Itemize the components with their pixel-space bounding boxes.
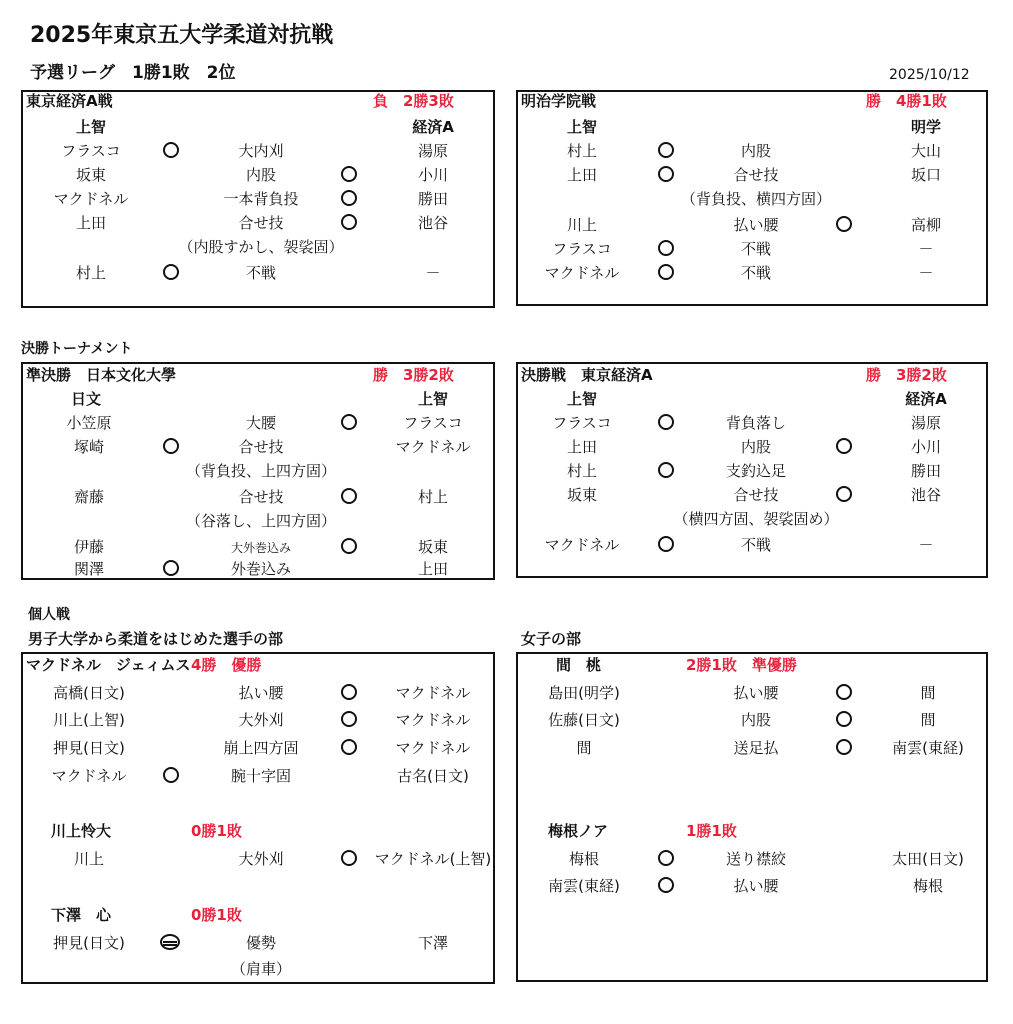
left-player: マクドネル — [53, 190, 129, 208]
right-player: 高柳 — [910, 216, 942, 234]
left-player: マクドネル — [544, 264, 620, 282]
win-circle — [341, 190, 357, 206]
right-player: 下澤 — [417, 934, 449, 952]
win-circle — [341, 166, 357, 182]
technique: 大外巻込み — [230, 541, 292, 555]
right-player: 大山 — [910, 142, 942, 160]
right-player: マクドネル — [395, 739, 471, 757]
left-team: 上智 — [75, 118, 107, 136]
technique: 合せ技 — [238, 438, 284, 456]
left-player: 上田 — [566, 438, 598, 456]
right-player: 古名(日文) — [397, 767, 469, 785]
match-result: 負 2勝3敗 — [373, 92, 454, 110]
win-circle — [341, 488, 357, 504]
left-team: 上智 — [566, 390, 598, 408]
technique-note: （内股すかし、袈裟固） — [178, 238, 344, 256]
left-player: 佐藤(日文) — [548, 711, 620, 729]
right-player: 勝田 — [910, 462, 942, 480]
left-player: 川上 — [566, 216, 598, 234]
right-player: 坂東 — [417, 538, 449, 556]
technique: 内股 — [740, 711, 772, 729]
left-player: 伊藤 — [73, 538, 105, 556]
page-title: 2025年東京五大学柔道対抗戦 — [30, 23, 334, 48]
left-player: 塚崎 — [73, 438, 105, 456]
match-title: 準決勝 日本文化大學 — [26, 366, 177, 384]
technique: 合せ技 — [238, 214, 284, 232]
technique: 一本背負投 — [223, 190, 299, 208]
technique-note: （背負投、横四方固） — [680, 190, 832, 208]
left-team: 上智 — [566, 118, 598, 136]
left-player: 高橋(日文) — [53, 684, 125, 702]
player-result: 2勝1敗 準優勝 — [686, 656, 797, 674]
win-circle — [341, 538, 357, 554]
win-circle — [658, 264, 674, 280]
technique: 不戦 — [740, 264, 772, 282]
right-player: 間 — [920, 711, 936, 729]
left-player: 関澤 — [73, 560, 105, 578]
win-circle — [341, 684, 357, 700]
win-circle — [163, 560, 179, 576]
left-player: 村上 — [75, 264, 107, 282]
right-player: 池谷 — [417, 214, 449, 232]
win-circle — [658, 850, 674, 866]
win-circle — [341, 711, 357, 727]
technique: 払い腰 — [733, 684, 779, 702]
men-individual-box — [21, 652, 495, 984]
win-circle — [836, 216, 852, 232]
match-result: 勝 3勝2敗 — [373, 366, 454, 384]
left-player: 村上 — [566, 142, 598, 160]
semi-final-box — [21, 362, 495, 580]
win-circle — [163, 264, 179, 280]
decision-circle-icon — [160, 934, 180, 950]
player-name: 間 桃 — [556, 656, 602, 674]
win-circle — [836, 739, 852, 755]
left-player: 川上 — [73, 850, 105, 868]
right-team: 上智 — [417, 390, 449, 408]
final-heading: 決勝トーナメント — [21, 341, 133, 357]
right-team: 経済A — [412, 118, 454, 136]
win-circle — [658, 166, 674, 182]
player-result: 4勝 優勝 — [191, 656, 262, 674]
women-heading: 女子の部 — [521, 630, 582, 648]
right-player: － — [918, 264, 934, 282]
win-circle — [341, 214, 357, 230]
left-player: 坂東 — [75, 166, 107, 184]
left-player: 上田 — [566, 166, 598, 184]
win-circle — [341, 414, 357, 430]
player-result: 0勝1敗 — [191, 906, 242, 924]
win-circle — [658, 536, 674, 552]
player-name: 下澤 心 — [51, 906, 112, 924]
right-player: 坂口 — [910, 166, 942, 184]
men-heading: 男子大学から柔道をはじめた選手の部 — [28, 630, 284, 648]
date: 2025/10/12 — [889, 67, 970, 83]
left-player: 島田(明学) — [548, 684, 620, 702]
left-player: 梅根 — [568, 850, 600, 868]
right-player: － — [425, 264, 441, 282]
right-player: 梅根 — [912, 877, 944, 895]
technique-note: （横四方固、袈裟固め） — [673, 510, 839, 528]
player-name: 川上怜大 — [51, 822, 112, 840]
right-player: 小川 — [417, 166, 449, 184]
technique: 払い腰 — [733, 216, 779, 234]
left-player: 押見(日文) — [53, 739, 125, 757]
technique: 背負落し — [725, 414, 787, 432]
match-result: 勝 3勝2敗 — [866, 366, 947, 384]
right-player: 池谷 — [910, 486, 942, 504]
right-player: 小川 — [910, 438, 942, 456]
left-player: 村上 — [566, 462, 598, 480]
left-team: 日文 — [70, 390, 102, 408]
technique: 払い腰 — [733, 877, 779, 895]
right-player: 湯原 — [910, 414, 942, 432]
technique: 送り襟絞 — [725, 850, 787, 868]
left-player: フラスコ — [552, 240, 612, 258]
technique: 大外刈 — [238, 850, 284, 868]
match-title: 東京経済A戦 — [26, 92, 113, 110]
right-player: マクドネル(上智) — [374, 850, 492, 868]
technique: 外巻込み — [230, 560, 292, 578]
right-player: 村上 — [417, 488, 449, 506]
technique-note: （背負投、上四方固） — [185, 462, 337, 480]
win-circle — [163, 767, 179, 783]
technique: 不戦 — [740, 536, 772, 554]
final-box — [516, 362, 988, 578]
technique: 大外刈 — [238, 711, 284, 729]
win-circle — [341, 739, 357, 755]
technique-note: （谷落し、上四方固） — [185, 512, 337, 530]
technique: 送足払 — [733, 739, 779, 757]
player-result: 1勝1敗 — [686, 822, 737, 840]
right-team: 明学 — [910, 118, 942, 136]
left-player: フラスコ — [552, 414, 612, 432]
technique: 優勢 — [245, 934, 277, 952]
technique: 不戦 — [740, 240, 772, 258]
right-player: 太田(日文) — [892, 850, 964, 868]
match-title: 明治学院戦 — [521, 92, 597, 110]
technique-note: （肩車） — [230, 960, 292, 978]
match-title: 決勝戦 東京経済A — [521, 366, 653, 384]
technique: 合せ技 — [733, 166, 779, 184]
technique: 支釣込足 — [725, 462, 787, 480]
right-player: － — [918, 240, 934, 258]
technique: 合せ技 — [238, 488, 284, 506]
win-circle — [163, 142, 179, 158]
right-team: 経済A — [905, 390, 947, 408]
right-player: フラスコ — [403, 414, 463, 432]
technique: 内股 — [740, 438, 772, 456]
win-circle — [658, 877, 674, 893]
women-individual-box — [516, 652, 988, 982]
win-circle — [836, 684, 852, 700]
left-player: 坂東 — [566, 486, 598, 504]
left-player: フラスコ — [61, 142, 121, 160]
left-player: マクドネル — [544, 536, 620, 554]
left-player: 小笠原 — [66, 414, 112, 432]
right-player: マクドネル — [395, 684, 471, 702]
technique: 崩上四方固 — [223, 739, 299, 757]
technique: 内股 — [740, 142, 772, 160]
technique: 不戦 — [245, 264, 277, 282]
right-player: 間 — [920, 684, 936, 702]
win-circle — [658, 462, 674, 478]
technique: 内股 — [245, 166, 277, 184]
technique: 払い腰 — [238, 684, 284, 702]
player-name: マクドネル ジェィムス — [26, 656, 191, 674]
left-player: 押見(日文) — [53, 934, 125, 952]
win-circle — [163, 438, 179, 454]
left-player: 間 — [576, 739, 592, 757]
right-player: － — [918, 536, 934, 554]
prelim-heading: 予選リーグ 1勝1敗 2位 — [30, 63, 236, 83]
right-player: 上田 — [417, 560, 449, 578]
win-circle — [658, 414, 674, 430]
technique: 大腰 — [245, 414, 277, 432]
left-player: 齋藤 — [73, 488, 105, 506]
win-circle — [341, 850, 357, 866]
right-player: 勝田 — [417, 190, 449, 208]
match-result: 勝 4勝1敗 — [866, 92, 947, 110]
technique: 大内刈 — [238, 142, 284, 160]
right-player: 南雲(東経) — [892, 739, 964, 757]
left-player: 川上(上智) — [53, 711, 125, 729]
win-circle — [836, 438, 852, 454]
player-result: 0勝1敗 — [191, 822, 242, 840]
technique: 腕十字固 — [230, 767, 292, 785]
win-circle — [658, 142, 674, 158]
right-player: マクドネル — [395, 438, 471, 456]
right-player: マクドネル — [395, 711, 471, 729]
prelim-match2-box — [516, 90, 988, 306]
left-player: マクドネル — [51, 767, 127, 785]
individual-heading: 個人戦 — [28, 607, 70, 623]
left-player: 上田 — [75, 214, 107, 232]
prelim-match1-box — [21, 90, 495, 308]
player-name: 梅根ノア — [548, 822, 609, 840]
technique: 合せ技 — [733, 486, 779, 504]
right-player: 湯原 — [417, 142, 449, 160]
left-player: 南雲(東経) — [548, 877, 620, 895]
win-circle — [658, 240, 674, 256]
win-circle — [836, 711, 852, 727]
win-circle — [836, 486, 852, 502]
